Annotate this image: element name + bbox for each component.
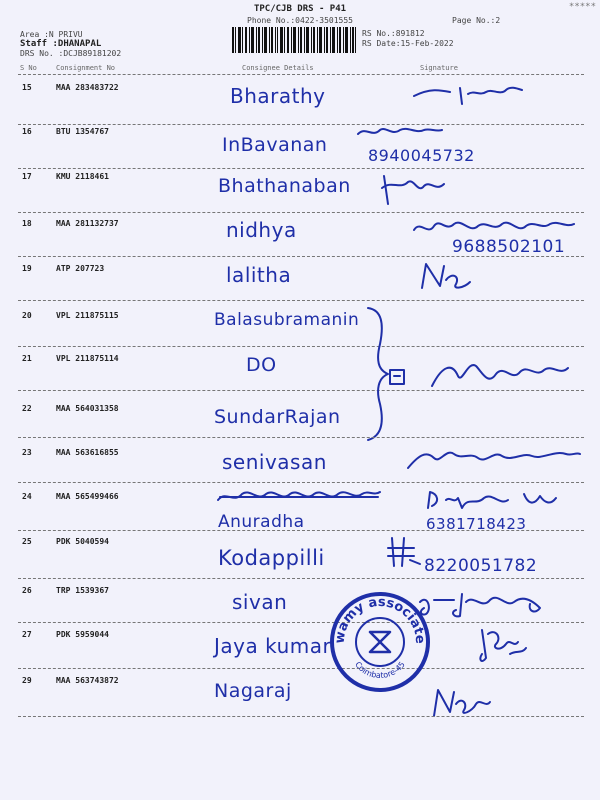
row-15-signature: [410, 82, 530, 116]
row-29-consignee: Nagaraj: [214, 680, 292, 702]
row-29-consignment: MAA 563743872: [56, 676, 119, 685]
staff-label: Staff :DHANAPAL: [20, 39, 102, 49]
drs-number: DRS No. :DCJB89181202: [20, 49, 122, 58]
row-divider: [18, 716, 584, 717]
row-15-consignee: Bharathy: [230, 84, 326, 108]
document-title: TPC/CJB DRS - P41: [253, 4, 347, 14]
row-27-consignment: PDK 5959044: [56, 630, 109, 639]
page-number: Page No.:2: [452, 16, 501, 25]
row-18-sno: 18: [22, 219, 32, 228]
row-16-consignment: BTU 1354767: [56, 127, 109, 136]
row-21-signature: [428, 356, 578, 400]
row-18-consignee: nidhya: [226, 218, 297, 242]
small-mark: [384, 362, 414, 396]
corner-mark: *****: [568, 2, 596, 12]
row-16-signature: [356, 124, 446, 148]
row-18-consignment: MAA 281132737: [56, 219, 119, 228]
row-21-consignment: VPL 211875114: [56, 354, 119, 363]
company-stamp: [328, 590, 432, 694]
col-consignee: Consignee Details: [242, 64, 314, 72]
row-17-signature: [378, 170, 458, 214]
phone-number: Phone No.:0422-3501555: [247, 16, 353, 25]
row-21-sno: 21: [22, 354, 32, 363]
row-divider: [18, 482, 584, 483]
row-25-sno: 25: [22, 537, 32, 546]
row-17-sno: 17: [22, 172, 32, 181]
row-19-signature: [416, 258, 476, 298]
row-19-consignment: ATP 207723: [56, 264, 105, 273]
row-24-sno: 24: [22, 492, 32, 501]
col-sno: S No: [20, 64, 37, 72]
row-17-consignee: Bhathanaban: [218, 175, 351, 197]
col-signature: Signature: [420, 64, 458, 72]
row-25-phone-note: 8220051782: [424, 556, 538, 576]
row-23-consignee: senivasan: [222, 450, 327, 474]
row-23-signature: [404, 442, 584, 480]
row-29-sno: 29: [22, 676, 32, 685]
row-16-phone-note: 8940045732: [368, 146, 475, 165]
row-15-sno: 15: [22, 83, 32, 92]
row-26-consignee: sivan: [232, 590, 288, 614]
row-20-consignee: Balasubramanin: [214, 310, 360, 330]
row-21-consignee: DO: [246, 354, 277, 376]
row-24-consignee: Anuradha: [218, 512, 305, 532]
stamp-top-text: wamy associate: [332, 594, 428, 645]
row-divider: [18, 124, 584, 125]
row-25-signature: [384, 534, 424, 574]
barcode-graphic: [232, 27, 356, 53]
col-consignment: Consignment No: [56, 64, 116, 72]
row-divider: [18, 437, 584, 438]
row-24-phone-note: 6381718423: [426, 515, 527, 533]
row-divider: [18, 168, 584, 169]
row-19-consignee: lalitha: [226, 263, 292, 287]
row-22-consignee: SundarRajan: [214, 406, 341, 428]
row-24-consignment: MAA 565499466: [56, 492, 119, 501]
row-23-sno: 23: [22, 448, 32, 457]
row-divider: [18, 530, 584, 531]
barcode: [232, 27, 356, 53]
row-15-consignment: MAA 283483722: [56, 83, 119, 92]
row-20-consignment: VPL 211875115: [56, 311, 119, 320]
row-divider: [18, 622, 584, 623]
row-20-sno: 20: [22, 311, 32, 320]
row-26-signature: [414, 588, 554, 626]
row-23-consignment: MAA 563616855: [56, 448, 119, 457]
row-25-consignee: Kodappilli: [218, 546, 325, 570]
row-divider: [18, 300, 584, 301]
row-divider: [18, 668, 584, 669]
row-divider: [18, 578, 584, 579]
row-22-sno: 22: [22, 404, 32, 413]
stamp-graphic: [328, 590, 432, 694]
row-24-signature: [424, 488, 574, 518]
row-29-signature: [428, 682, 498, 726]
svg-text:Coimbatore-45: [353, 660, 407, 680]
row-24-struck-name: [214, 484, 384, 514]
stamp-bottom-text: Coimbatore-45: [353, 660, 407, 681]
row-22-consignment: MAA 564031358: [56, 404, 119, 413]
row-18-phone-note: 9688502101: [452, 237, 566, 257]
row-25-consignment: PDK 5040594: [56, 537, 109, 546]
row-16-consignee: InBavanan: [222, 134, 328, 156]
row-19-sno: 19: [22, 264, 32, 273]
row-16-sno: 16: [22, 127, 32, 136]
area-label: Area :N PRIVU: [20, 30, 83, 39]
row-divider: [18, 346, 584, 347]
row-26-consignment: TRP 1539367: [56, 586, 109, 595]
row-27-sno: 27: [22, 630, 32, 639]
row-26-sno: 26: [22, 586, 32, 595]
rs-date: RS Date:15-Feb-2022: [362, 39, 454, 48]
row-17-consignment: KMU 2118461: [56, 172, 109, 181]
row-27-consignee: Jaya kumar: [214, 634, 332, 658]
header-divider: [18, 74, 584, 75]
rs-number: RS No.:891812: [362, 29, 425, 38]
row-divider: [18, 256, 584, 257]
row-27-signature: [474, 624, 534, 672]
